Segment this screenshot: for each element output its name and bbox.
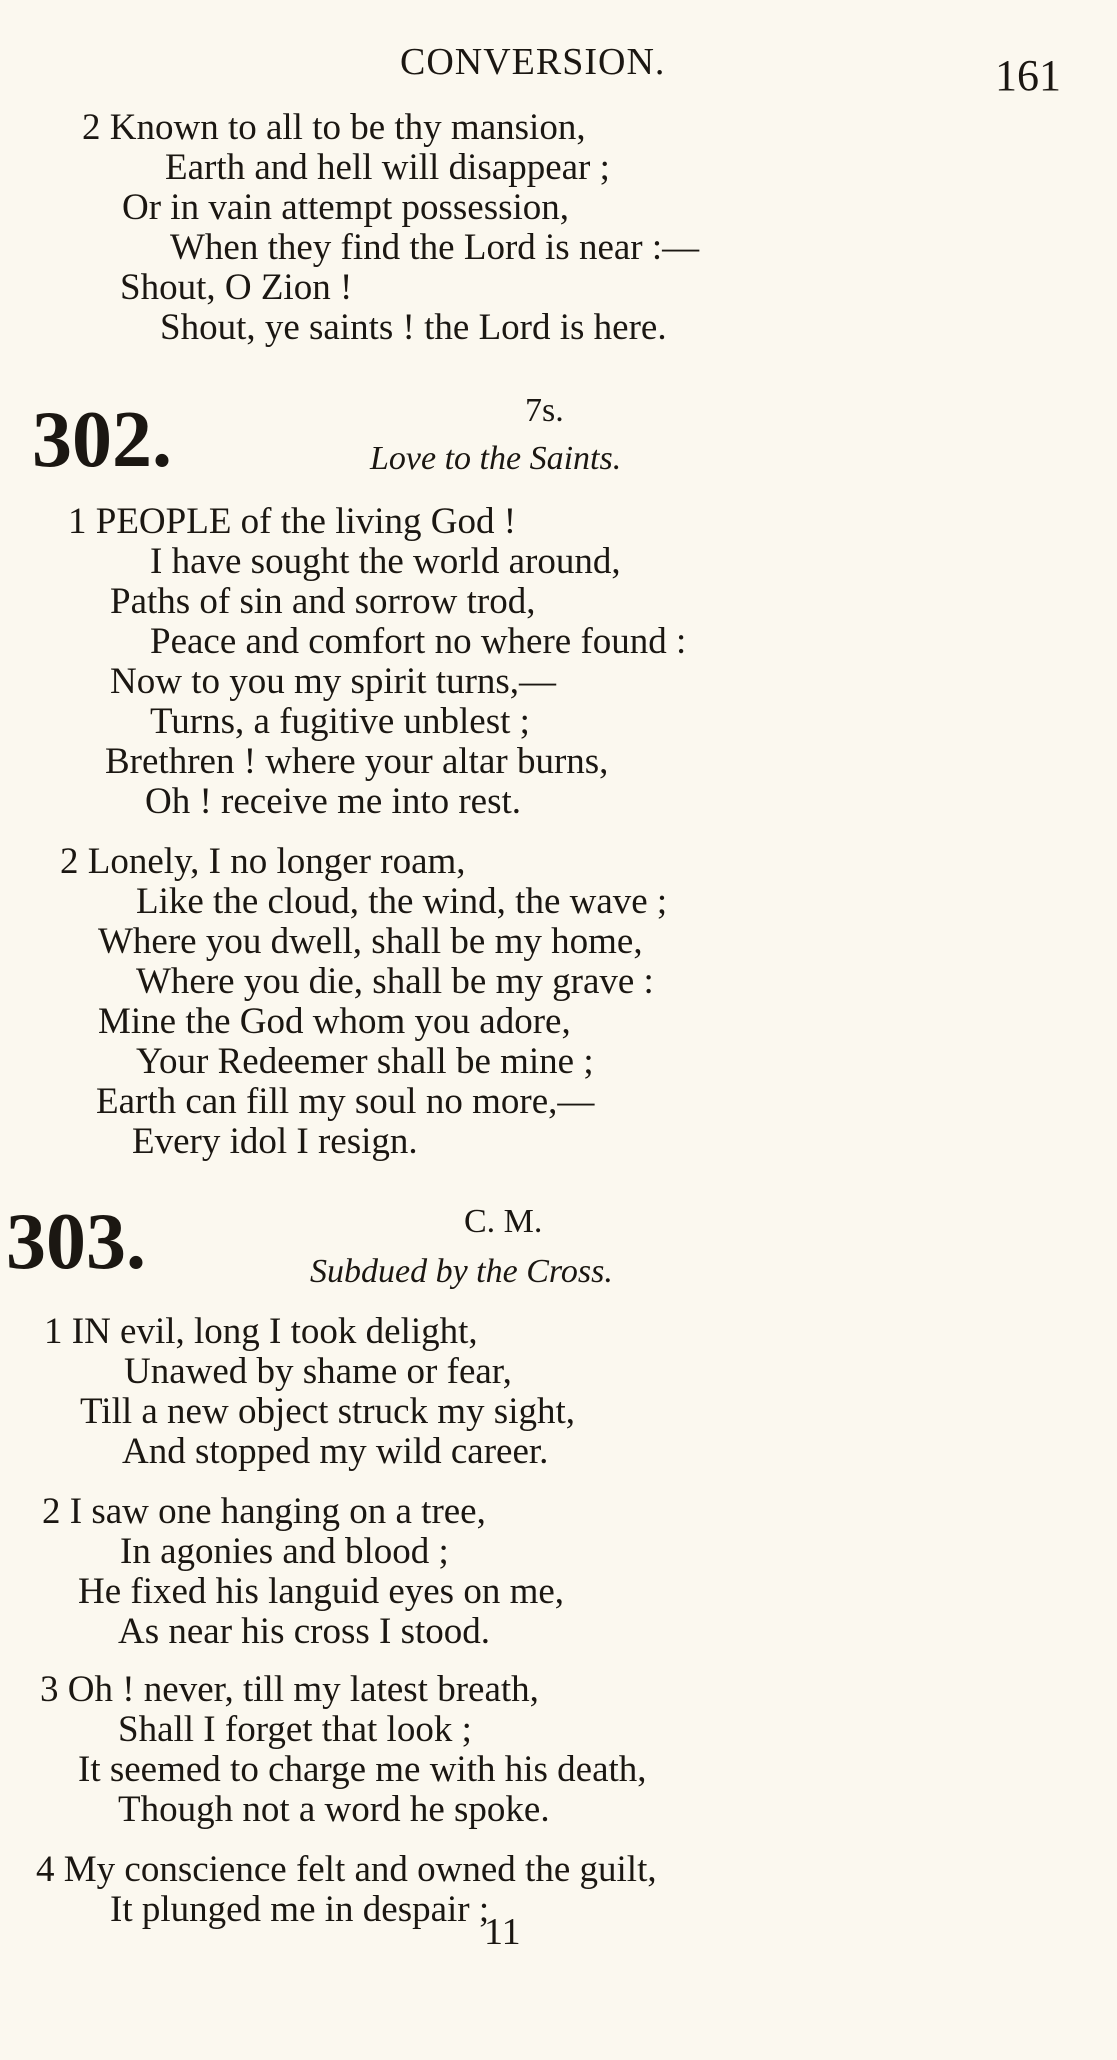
verse-line: Peace and comfort no where found : xyxy=(150,621,687,662)
verse-line: 2 I saw one hanging on a tree, xyxy=(42,1491,486,1532)
verse-line: Mine the God whom you adore, xyxy=(98,1001,571,1042)
hymn-number: 303. xyxy=(6,1198,146,1286)
page-header xyxy=(0,40,1117,100)
verse-line: 4 My conscience felt and owned the guilt, xyxy=(36,1849,657,1890)
page-number: 161 xyxy=(995,51,1061,100)
verse-line: Like the cloud, the wind, the wave ; xyxy=(136,881,668,922)
hymn-title: Love to the Saints. xyxy=(370,440,622,477)
hymn-meter: C. M. xyxy=(464,1203,543,1240)
verse-line: Now to you my spirit turns,— xyxy=(110,661,557,702)
hymn-meter: 7s. xyxy=(525,392,564,429)
verse-line: Earth can fill my soul no more,— xyxy=(96,1081,595,1122)
verse-line: Oh ! receive me into rest. xyxy=(145,781,522,822)
verse-line: It seemed to charge me with his death, xyxy=(78,1749,647,1790)
stanza-3 xyxy=(0,1670,1117,1830)
stanza-1 xyxy=(0,502,1117,822)
verse-line: Or in vain attempt possession, xyxy=(122,187,570,228)
verse-line: Your Redeemer shall be mine ; xyxy=(136,1041,594,1082)
verse-line: He fixed his languid eyes on me, xyxy=(78,1571,565,1612)
hymn-number: 302. xyxy=(32,396,172,484)
signature-mark: 11 xyxy=(484,1911,521,1953)
verse-line: 1 IN evil, long I took delight, xyxy=(44,1311,478,1352)
verse-line: Shout, ye saints ! the Lord is here. xyxy=(160,307,667,348)
verse-line: In agonies and blood ; xyxy=(120,1531,449,1572)
verse-line: Where you dwell, shall be my home, xyxy=(98,921,643,962)
verse-line: Turns, a fugitive unblest ; xyxy=(150,701,530,742)
verse-line: 2 Lonely, I no longer roam, xyxy=(60,841,466,882)
verse-line: Earth and hell will disappear ; xyxy=(165,147,610,188)
verse-line: And stopped my wild career. xyxy=(122,1431,549,1472)
verse-line: It plunged me in despair ; xyxy=(110,1889,490,1930)
verse-line: As near his cross I stood. xyxy=(118,1611,491,1652)
verse-line: Paths of sin and sorrow trod, xyxy=(110,581,536,622)
verse-line: Shall I forget that look ; xyxy=(118,1709,472,1750)
verse-line: Every idol I resign. xyxy=(132,1121,418,1162)
stanza-1 xyxy=(0,1312,1117,1472)
verse-line: 2 Known to all to be thy mansion, xyxy=(82,107,586,148)
running-title: CONVERSION. xyxy=(400,41,666,83)
verse-line: Unawed by shame or fear, xyxy=(124,1351,512,1392)
verse-line: Shout, O Zion ! xyxy=(120,267,353,308)
verse-line: Though not a word he spoke. xyxy=(118,1789,550,1830)
stanza-2 xyxy=(0,842,1117,1162)
hymn-title: Subdued by the Cross. xyxy=(310,1253,613,1290)
verse-line: When they find the Lord is near :— xyxy=(170,227,700,268)
stanza-2 xyxy=(0,1492,1117,1652)
verse-line: I have sought the world around, xyxy=(150,541,621,582)
verse-line: Where you die, shall be my grave : xyxy=(136,961,654,1002)
continued-stanza xyxy=(0,108,1117,348)
stanza-4 xyxy=(0,1850,1117,1930)
verse-line: Brethren ! where your altar burns, xyxy=(105,741,609,782)
verse-line: 1 PEOPLE of the living God ! xyxy=(68,501,517,542)
verse-line: 3 Oh ! never, till my latest breath, xyxy=(40,1669,539,1710)
verse-line: Till a new object struck my sight, xyxy=(80,1391,576,1432)
